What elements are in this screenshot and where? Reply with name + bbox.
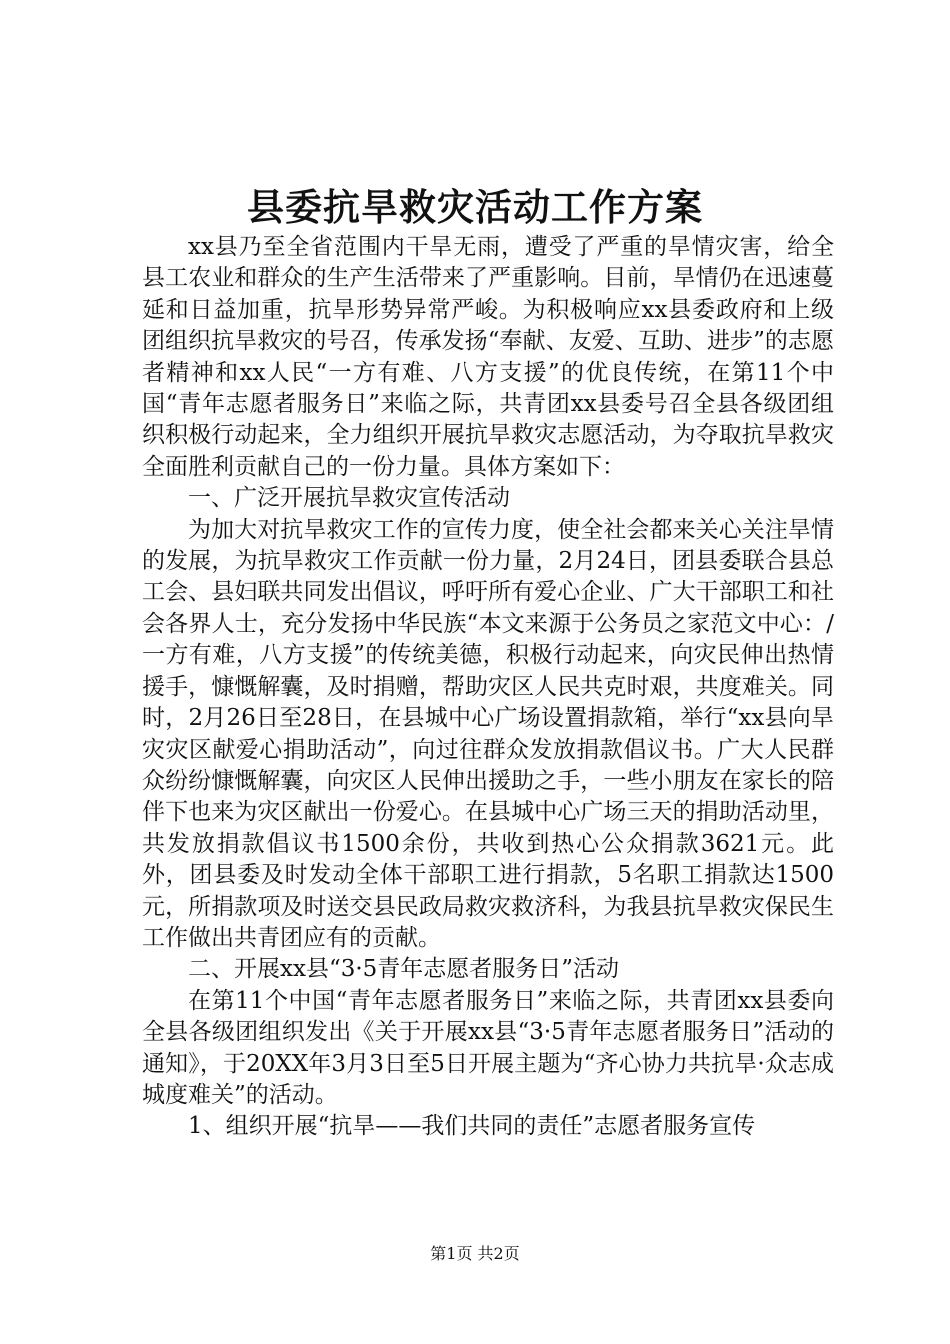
subsection-heading-1: 1、组织开展“抗旱——我们共同的责任”志愿者服务宣传 <box>188 1113 756 1140</box>
section-heading-2: 二、开展xx县“3·5青年志愿者服务日”活动 <box>188 956 620 983</box>
document-body <box>142 232 834 1143</box>
intro-paragraph: xx县乃至全省范围内干旱无雨，遭受了严重的旱情灾害，给全县工农业和群众的生产生活带来了严重影响。目前，旱情仍在迅速蔓延和日益加重，抗旱形势异常严峻。为积极响应xx县委政府和上级团组织抗旱救灾的号召，传承发扬“奉献、友爱、互助、进步”的志愿者精神和xx人民“一方有难、八方支援”的优良传统，在第11个中国“青年志愿者服务日”来临之际，共青团xx县委号召全县各级团组织积极行动起来，全力组织开展抗旱救灾志愿活动，为夺取抗旱救灾全面胜利贡献自己的一份力量。具体方案如下： <box>142 234 834 480</box>
document-title: 县委抗旱救灾活动工作方案 <box>247 185 703 229</box>
section-1-paragraph: 为加大对抗旱救灾工作的宣传力度，使全社会都来关心关注旱情的发展，为抗旱救灾工作贡献一份力量，2月24日，团县委联合县总工会、县妇联共同发出倡议，呼吁所有爱心企业、广大干部职工和社会各界人士，充分发扬中华民族“本文来源于公务员之家范文中心：/一方有难，八方支援”的传统美德，积极行动起来，向灾民伸出热情援手，慷慨解囊，及时捐赠，帮助灾区人民共克时艰，共度难关。同时，2月26日至28日，在县城中心广场设置捐款箱，举行“xx县向旱灾灾区献爱心捐助活动”，向过往群众发放捐款倡议书。广大人民群众纷纷慷慨解囊，向灾区人民伸出援助之手，一些小朋友在家长的陪伴下也来为灾区献出一份爱心。在县城中心广场三天的捐助活动里，共发放捐款倡议书1500余份，共收到热心公众捐款3621元。此外，团县委及时发动全体干部职工进行捐款，5名职工捐款达1500元，所捐款项及时送交县民政局救灾救济科，为我县抗旱救灾保民生工作做出共青团应有的贡献。 <box>142 516 834 951</box>
section-heading-1: 一、广泛开展抗旱救灾宣传活动 <box>188 485 510 512</box>
section-2-paragraph: 在第11个中国“青年志愿者服务日”来临之际，共青团xx县委向全县各级团组织发出《关于开展xx县“3·5青年志愿者服务日”活动的通知》，于20XX年3月3日至5日开展主题为“齐心协力共抗旱·众志成城度难关”的活动。 <box>142 987 834 1108</box>
page-footer: 第1页 共2页 <box>430 1244 520 1263</box>
